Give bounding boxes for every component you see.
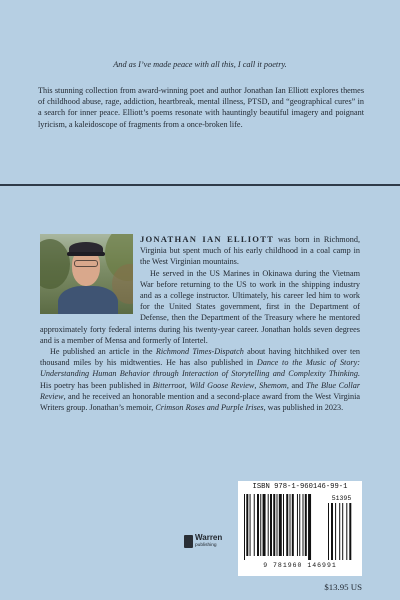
price-addon-digits: 51395 xyxy=(331,495,352,502)
bio-text: , xyxy=(184,380,190,390)
barcode-bar xyxy=(308,494,311,560)
memoir-title: Crimson Roses and Purple Irises xyxy=(155,403,264,413)
bio-text: He published an article in the xyxy=(50,347,156,357)
publication-title: Dance to the Music of Story: Understanding Human Behavior through Interaction of Storytelling and Complexity Thinking. xyxy=(40,358,360,379)
barcode-bar xyxy=(273,494,275,556)
barcode-addon-bar xyxy=(331,503,333,560)
barcode-bar xyxy=(303,494,304,556)
barcode-bar xyxy=(305,494,307,556)
publication-title: Richmond Times-Dispatch xyxy=(155,347,244,357)
publication-title: The Blue Collar Review xyxy=(40,380,361,401)
isbn-label: ISBN 978-1-960146-99-1 xyxy=(252,483,348,491)
publication-title: Bitterroot xyxy=(152,380,185,390)
section-divider xyxy=(0,184,400,186)
publisher-logo xyxy=(184,533,234,555)
barcode-addon-bar xyxy=(349,503,351,560)
bio-text: was born in Richmond, Virginia but spent much of his early childhood in a coal camp in the West Virginian mountains. xyxy=(140,235,360,267)
price: $13.95 US xyxy=(324,582,362,592)
bio-text: His poetry has been published in xyxy=(40,380,153,390)
barcode-digits: 9 781960 146991 xyxy=(263,562,337,569)
book-description: This stunning collection from award-winning poet and author Jonathan Ian Elliott explores themes of childhood abuse, rage, addiction, heartbreak, mental illness, PTSD, and “geographical cures” in a search for inner peace. Elliott’s poems resonate with hauntingly beautiful imagery and poignant lyricism, a kaleidoscope of fragments from a once-broken life. xyxy=(38,86,364,129)
barcode-bar xyxy=(246,494,248,556)
barcode-bar xyxy=(260,494,261,556)
barcode-addon-bar xyxy=(328,503,329,560)
barcode-bar xyxy=(270,494,272,556)
barcode-bar xyxy=(263,494,266,556)
barcode-bar xyxy=(254,494,255,556)
barcode-bars xyxy=(242,494,358,560)
barcode-bar xyxy=(250,494,251,556)
photo-wrap-space xyxy=(40,234,140,316)
barcode-bar xyxy=(292,494,294,556)
barcode-bar xyxy=(244,494,245,560)
publication-title: Shemom xyxy=(259,380,287,390)
author-bio xyxy=(40,234,360,413)
barcode-bar xyxy=(277,494,278,556)
barcode-addon-bar xyxy=(342,503,343,560)
bio-text: , and xyxy=(286,380,307,390)
publication-title: Wild Goose Review xyxy=(189,380,255,390)
barcode-addon-bar xyxy=(339,503,340,560)
barcode-addon-bar xyxy=(335,503,336,560)
barcode-bar xyxy=(268,494,269,556)
barcode-bar xyxy=(257,494,259,556)
barcode-bar xyxy=(279,494,282,556)
barcode-addon-bar xyxy=(346,503,347,560)
barcode-bar xyxy=(283,494,284,556)
bio-text: , and he received an honorable mention and a second-place award from the West Virginia Writers group. Jonathan’s memoir, xyxy=(40,391,360,413)
bio-text: , xyxy=(254,380,260,390)
epigraph: And as I’ve made peace with all this, I call it poetry. xyxy=(113,60,287,69)
barcode-bar xyxy=(290,494,291,556)
bio-text: about having hitchhiked over ten thousand miles by his midtwenties. He has also published in xyxy=(40,347,360,368)
isbn-barcode xyxy=(238,481,362,576)
bio-paragraph-3 xyxy=(40,346,360,413)
barcode-bar xyxy=(286,494,288,556)
barcode-bar xyxy=(299,494,300,556)
bio-text: , was published in 2023. xyxy=(263,403,344,413)
publisher-subtitle: publishing xyxy=(195,543,217,548)
barcode-bar xyxy=(297,494,298,556)
bio-paragraph-2: He served in the US Marines in Okinawa during the Vietnam War before returning to the US to work in the shipping industry and as a college instructor. Ultimately, his career led him to work for the United States government, first in the Department of Defense, then the Department of the Treasury where he mentored approximately forty federal interns during his twenty-year career. Jonathan holds seven degrees and is a member of Mensa and formerly of Intertel. xyxy=(40,268,360,345)
author-name: JONATHAN IAN ELLIOTT xyxy=(140,234,275,244)
publisher-name: Warren xyxy=(195,533,223,542)
publisher-logo-icon xyxy=(184,535,193,548)
